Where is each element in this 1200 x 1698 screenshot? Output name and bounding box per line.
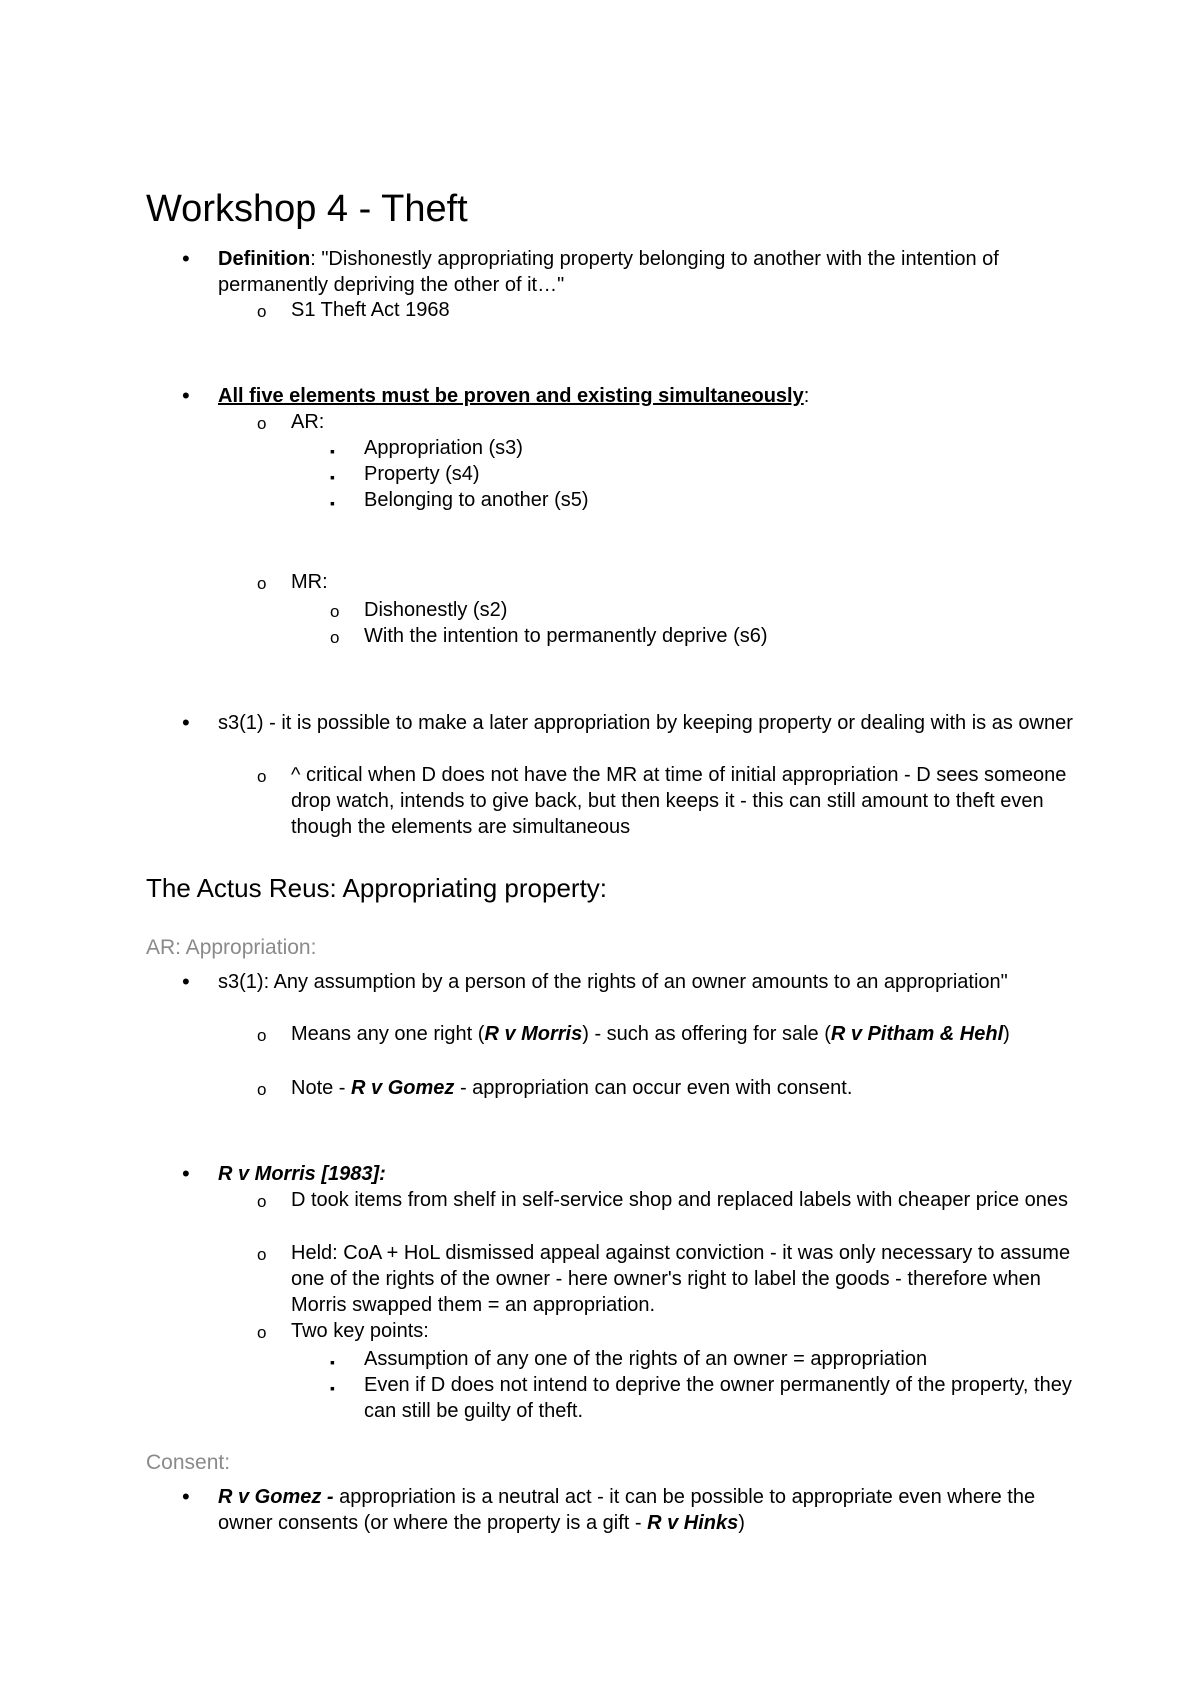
bullet-marker: • [182,1161,190,1186]
document-title: Workshop 4 - Theft [146,188,468,230]
text-segment: - appropriation can occur even with consent. [454,1077,853,1099]
bullet-marker: • [182,246,190,271]
bullet-marker: ▪ [330,469,335,485]
gomez-item [218,1484,1078,1536]
s3-text: s3(1): Any assumption by a person of the rights of an owner amounts to an appropriation" [218,971,1008,993]
bullet-marker: ▪ [330,443,335,459]
bullet-marker: o [257,414,267,433]
case-name: R v Morris [484,1023,583,1045]
text-segment: ) - such as offering for sale ( [582,1023,831,1045]
text-segment: ) [738,1512,745,1534]
morris-heading: R v Morris [1983]: [218,1163,386,1185]
text-segment: appropriation is a neutral act - it can be possible to appropriate even where the owner consents (or where the property is a gift - [218,1486,1036,1534]
text-segment: Means any one right ( [291,1023,485,1045]
definition-source: S1 Theft Act 1968 [291,299,450,321]
definition-label: Definition [218,248,311,270]
s3-note [291,1075,1081,1101]
ar-label: AR: [291,411,325,433]
text-segment: Note - [291,1077,352,1099]
bullet-marker: o [257,767,267,786]
case-name: R v Hinks [647,1512,739,1534]
later-appropriation-note: ^ critical when D does not have the MR at time of initial appropriation - D sees someone drop watch, intends to give back, but then keeps it - this can still amount to theft even though the elements are simultaneous [291,764,1067,838]
bullet-marker: ▪ [330,1380,335,1396]
ar-item: Belonging to another (s5) [364,489,589,511]
bullet-marker: o [330,602,340,621]
mr-label: MR: [291,571,328,593]
elements-colon: : [803,385,810,407]
subheading-consent: Consent: [146,1451,231,1474]
bullet-marker: o [257,1026,267,1045]
mr-item: Dishonestly (s2) [364,599,508,621]
bullet-marker: o [257,1192,267,1211]
ar-item: Appropriation (s3) [364,437,523,459]
later-appropriation-text: s3(1) - it is possible to make a later appropriation by keeping property or dealing with is as owner [218,712,1073,734]
bullet-marker: ▪ [330,495,335,511]
case-name: R v Pitham & Hehl [830,1023,1004,1045]
bullet-marker: • [182,710,190,735]
bullet-marker: o [330,628,340,647]
bullet-marker: o [257,574,267,593]
bullet-marker: • [182,1484,190,1509]
elements-heading: All five elements must be proven and existing simultaneously [218,385,804,407]
subheading-appropriation: AR: Appropriation: [146,936,317,959]
bullet-marker: • [182,383,190,408]
mr-item: With the intention to permanently deprive (s6) [364,625,768,647]
bullet-marker: o [257,1323,267,1342]
morris-key-points-label: Two key points: [291,1320,429,1342]
definition-item [218,246,1078,298]
morris-key-point: Even if D does not intend to deprive the owner permanently of the property, they can still be guilty of theft. [364,1374,1072,1422]
text-segment: ) [1003,1023,1010,1045]
case-name: R v Gomez - [218,1486,334,1508]
morris-key-point: Assumption of any one of the rights of an owner = appropriation [364,1348,928,1370]
s3-means [291,1021,1081,1047]
bullet-marker: ▪ [330,1354,335,1370]
morris-facts: D took items from shelf in self-service shop and replaced labels with cheaper price ones [291,1189,1069,1211]
section-heading: The Actus Reus: Appropriating property: [146,873,608,903]
bullet-marker: o [257,1080,267,1099]
bullet-marker: • [182,969,190,994]
elements-item [218,383,1078,409]
case-name: R v Gomez [351,1077,455,1099]
bullet-marker: o [257,1245,267,1264]
ar-item: Property (s4) [364,463,480,485]
morris-held: Held: CoA + HoL dismissed appeal against conviction - it was only necessary to assume one of the rights of the owner - here owner's right to label the goods - therefore when Morris swapped them = an appropriation. [291,1242,1071,1316]
bullet-marker: o [257,302,267,321]
definition-text: : "Dishonestly appropriating property belonging to another with the intention of permanently depriving the other of it…" [218,248,999,296]
